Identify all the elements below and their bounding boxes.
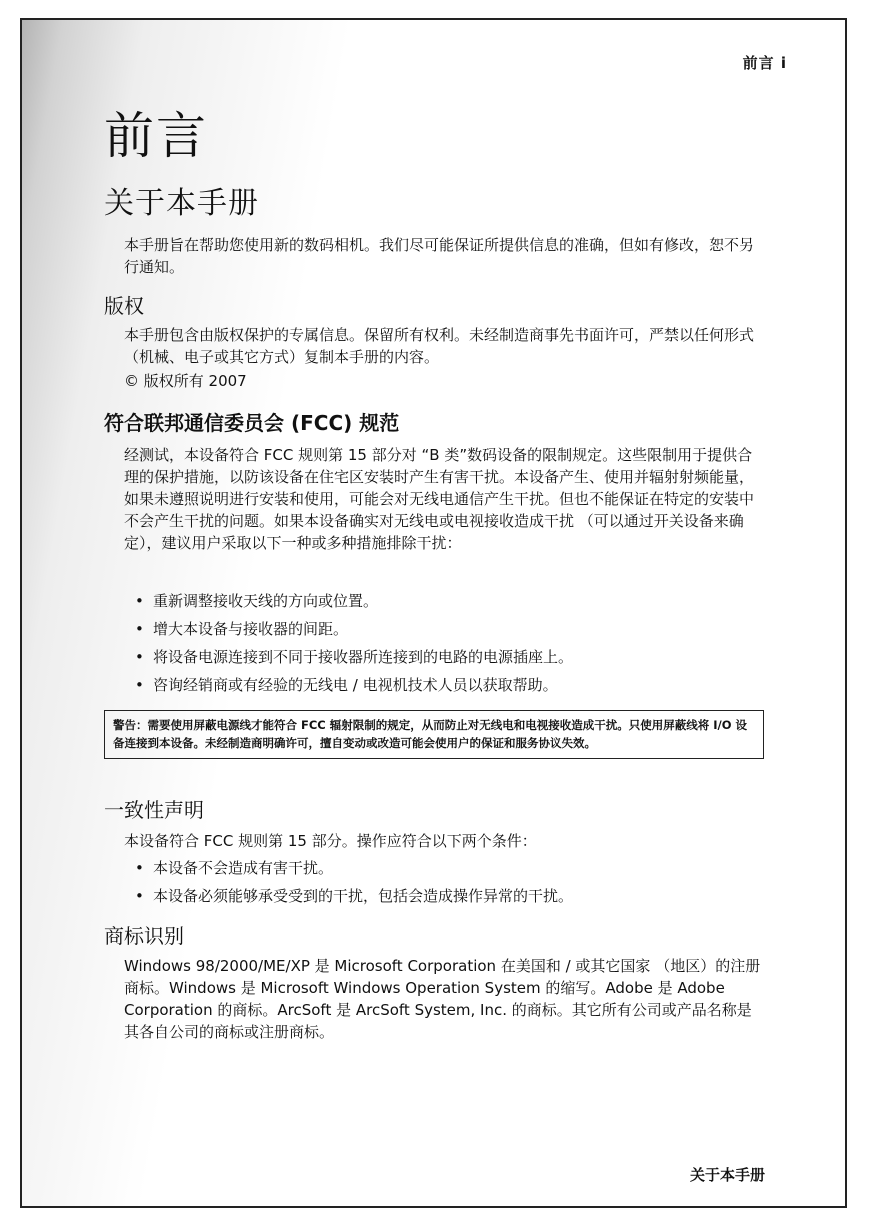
list-item: • 本设备必须能够承受受到的干扰，包括会造成操作异常的干扰。	[124, 882, 573, 910]
trademarks-paragraph: Windows 98/2000/ME/XP 是 Microsoft Corporation 在美国和 / 或其它国家 （地区）的注册商标。Windows 是 Microsoft Windows Operation System 的缩写。Adobe 是 Adobe Corporation 的商标。ArcSoft 是 ArcSoft System, Inc. 的商标。其它所有公司或产品名称是其各自公司的商标或注册商标。	[124, 957, 761, 1041]
conformity-paragraph: 本设备符合 FCC 规则第 15 部分。操作应符合以下两个条件：	[124, 832, 537, 850]
running-footer: 关于本手册	[689, 1166, 765, 1184]
running-header: 前言 i	[742, 54, 787, 72]
trademarks-heading: 商标识别	[104, 924, 184, 948]
chapter-title: 前言	[104, 107, 208, 165]
copyright-notice: © 版权所有 2007	[124, 372, 247, 390]
list-item: • 增大本设备与接收器的间距。	[124, 615, 573, 643]
list-item: • 将设备电源连接到不同于接收器所连接到的电路的电源插座上。	[124, 643, 573, 671]
intro-paragraph: 本手册旨在帮助您使用新的数码相机。我们尽可能保证所提供信息的准确，但如有修改，恕不另行通知。	[124, 236, 755, 276]
conformity-conditions-list	[124, 854, 573, 910]
list-item: • 咨询经销商或有经验的无线电 / 电视机技术人员以获取帮助。	[124, 671, 573, 699]
fcc-paragraph: 经测试，本设备符合 FCC 规则第 15 部分对 “B 类”数码设备的限制规定。这些限制用于提供合理的保护措施，以防该设备在住宅区安装时产生有害干扰。本设备产生、使用并辐射射频能量，如果未遵照说明进行安装和使用，可能会对无线电通信产生干扰。但也不能保证在特定的安装中不会产生干扰的问题。如果本设备确实对无线电或电视接收造成干扰 （可以通过开关设备来确定），建议用户采取以下一种或多种措施排除干扰：	[124, 446, 755, 552]
conformity-heading: 一致性声明	[104, 798, 204, 822]
copyright-paragraph: 本手册包含由版权保护的专属信息。保留所有权利。未经制造商事先书面许可，严禁以任何形式 （机械、电子或其它方式）复制本手册的内容。	[124, 326, 755, 366]
fcc-heading: 符合联邦通信委员会 (FCC) 规范	[104, 411, 400, 435]
list-item: • 重新调整接收天线的方向或位置。	[124, 587, 573, 615]
copyright-heading: 版权	[104, 294, 144, 318]
list-item: • 本设备不会造成有害干扰。	[124, 854, 573, 882]
section-title: 关于本手册	[104, 186, 259, 221]
warning-box: 警告：需要使用屏蔽电源线才能符合 FCC 辐射限制的规定，从而防止对无线电和电视接收造成干扰。只使用屏蔽线将 I/O 设备连接到本设备。未经制造商明确许可，擅自变动或改造可能会使用户的保证和服务协议失效。	[104, 710, 764, 759]
fcc-measures-list	[124, 587, 573, 699]
